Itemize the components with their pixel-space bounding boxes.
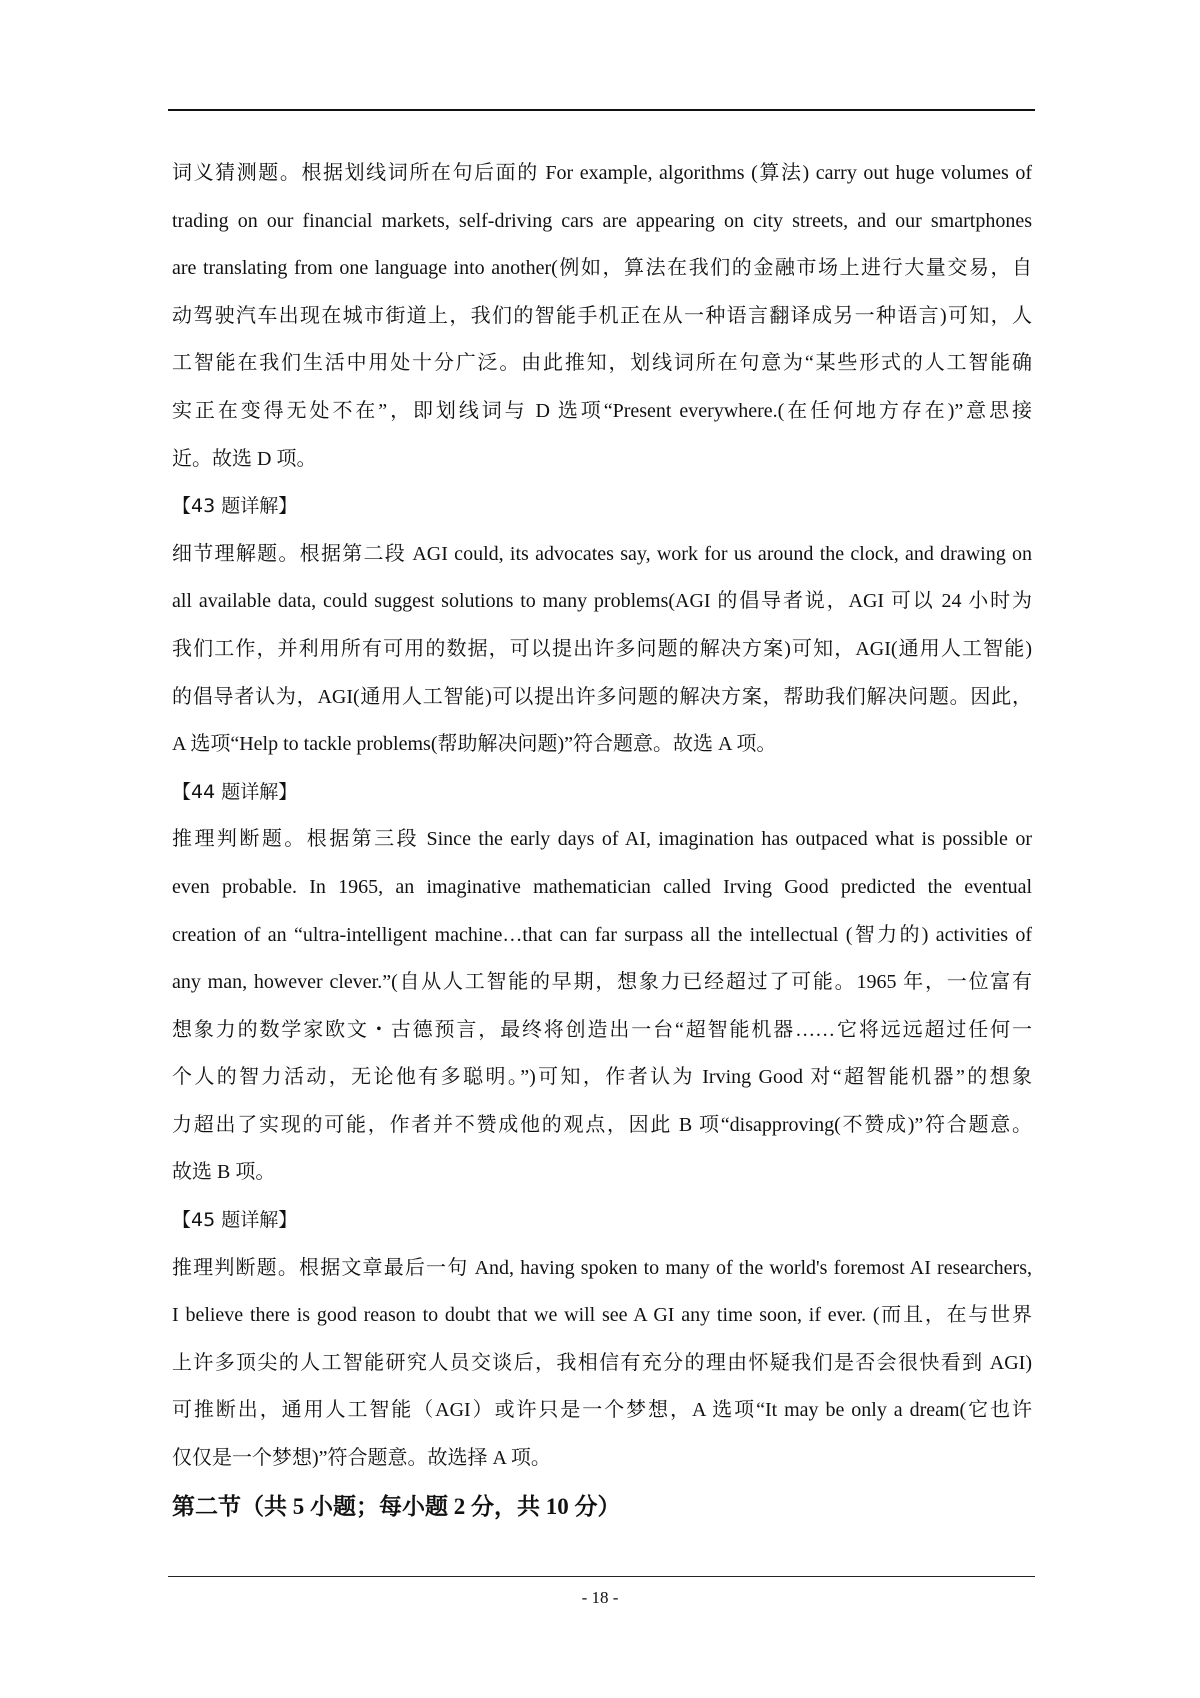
text-line: 故选 B 项。 xyxy=(172,1161,276,1184)
text-line: 推理判断题。根据文章最后一句 And, having spoken to many of the world's foremost AI researchers, xyxy=(172,1256,1032,1279)
text-line: even probable. In 1965, an imaginative mathematician called Irving Good predicted the eventual xyxy=(172,875,1032,898)
text-line: all available data, could suggest solutions to many problems(AGI 的倡导者说，AGI 可以 24 小时为 xyxy=(172,590,1032,613)
paragraph-44-explanation xyxy=(172,816,1032,1197)
text-line: 推理判断题。根据第三段 Since the early days of AI, imagination has outpaced what is possible or xyxy=(172,828,1032,851)
section-title: 第二节（共 5 小题；每小题 2 分，共 10 分） xyxy=(172,1493,621,1519)
question-44-heading: 【44 题详解】 xyxy=(172,780,298,803)
document-body xyxy=(172,150,1032,1530)
text-line: 的倡导者认为，AGI(通用人工智能)可以提出许多问题的解决方案，帮助我们解决问题。因此， xyxy=(172,685,1032,708)
text-line: are translating from one language into another(例如，算法在我们的金融市场上进行大量交易，自 xyxy=(172,257,1032,280)
text-line: 词义猜测题。根据划线词所在句后面的 For example, algorithms (算法) carry out huge volumes of xyxy=(172,162,1032,184)
text-line: I believe there is good reason to doubt that we will see A GI any time soon, if ever. (而且，在与世界 xyxy=(172,1304,1032,1327)
text-line: 我们工作，并利用所有可用的数据，可以提出许多问题的解决方案)可知，AGI(通用人工智能) xyxy=(172,637,1032,660)
question-43-heading: 【43 题详解】 xyxy=(172,495,298,518)
footer-rule xyxy=(168,1576,1035,1577)
text-line: A 选项“Help to tackle problems(帮助解决问题)”符合题意。故选 A 项。 xyxy=(172,733,777,756)
text-line: 细节理解题。根据第二段 AGI could, its advocates say, work for us around the clock, and drawing on xyxy=(172,542,1032,565)
text-line: 可推断出，通用人工智能（AGI）或许只是一个梦想，A 选项“It may be only a dream(它也许 xyxy=(172,1399,1032,1422)
text-line: 力超出了实现的可能，作者并不赞成他的观点，因此 B 项“disapproving(不赞成)”符合题意。 xyxy=(172,1113,1032,1136)
text-line: trading on our financial markets, self-driving cars are appearing on city streets, and our smartphones xyxy=(172,209,1032,232)
text-line: 动驾驶汽车出现在城市街道上，我们的智能手机正在从一种语言翻译成另一种语言)可知，人 xyxy=(172,304,1032,327)
text-line: 近。故选 D 项。 xyxy=(172,447,317,470)
text-line: 工智能在我们生活中用处十分广泛。由此推知，划线词所在句意为“某些形式的人工智能确 xyxy=(172,352,1032,375)
text-line: 个人的智力活动，无论他有多聪明。”)可知，作者认为 Irving Good 对“超智能机器”的想象 xyxy=(172,1066,1032,1089)
text-line: 想象力的数学家欧文・古德预言，最终将创造出一台“超智能机器……它将远远超过任何一 xyxy=(172,1018,1032,1041)
paragraph-45-explanation xyxy=(172,1245,1032,1483)
header-rule xyxy=(168,109,1035,111)
page-number: - 18 - xyxy=(581,1588,619,1607)
question-45-heading: 【45 题详解】 xyxy=(172,1209,298,1232)
text-line: creation of an “ultra-intelligent machine…that can far surpass all the intellectual (智力的) activities of xyxy=(172,923,1032,946)
text-line: any man, however clever.”(自从人工智能的早期，想象力已经超过了可能。1965 年，一位富有 xyxy=(172,971,1032,994)
text-line: 仅仅是一个梦想)”符合题意。故选择 A 项。 xyxy=(172,1447,551,1470)
text-line: 上许多顶尖的人工智能研究人员交谈后，我相信有充分的理由怀疑我们是否会很快看到 AGI) xyxy=(172,1351,1032,1374)
text-line: 实正在变得无处不在”，即划线词与 D 选项“Present everywhere.(在任何地方存在)”意思接 xyxy=(172,399,1032,422)
paragraph-43-explanation xyxy=(172,531,1032,769)
paragraph-42-explanation xyxy=(172,150,1032,483)
